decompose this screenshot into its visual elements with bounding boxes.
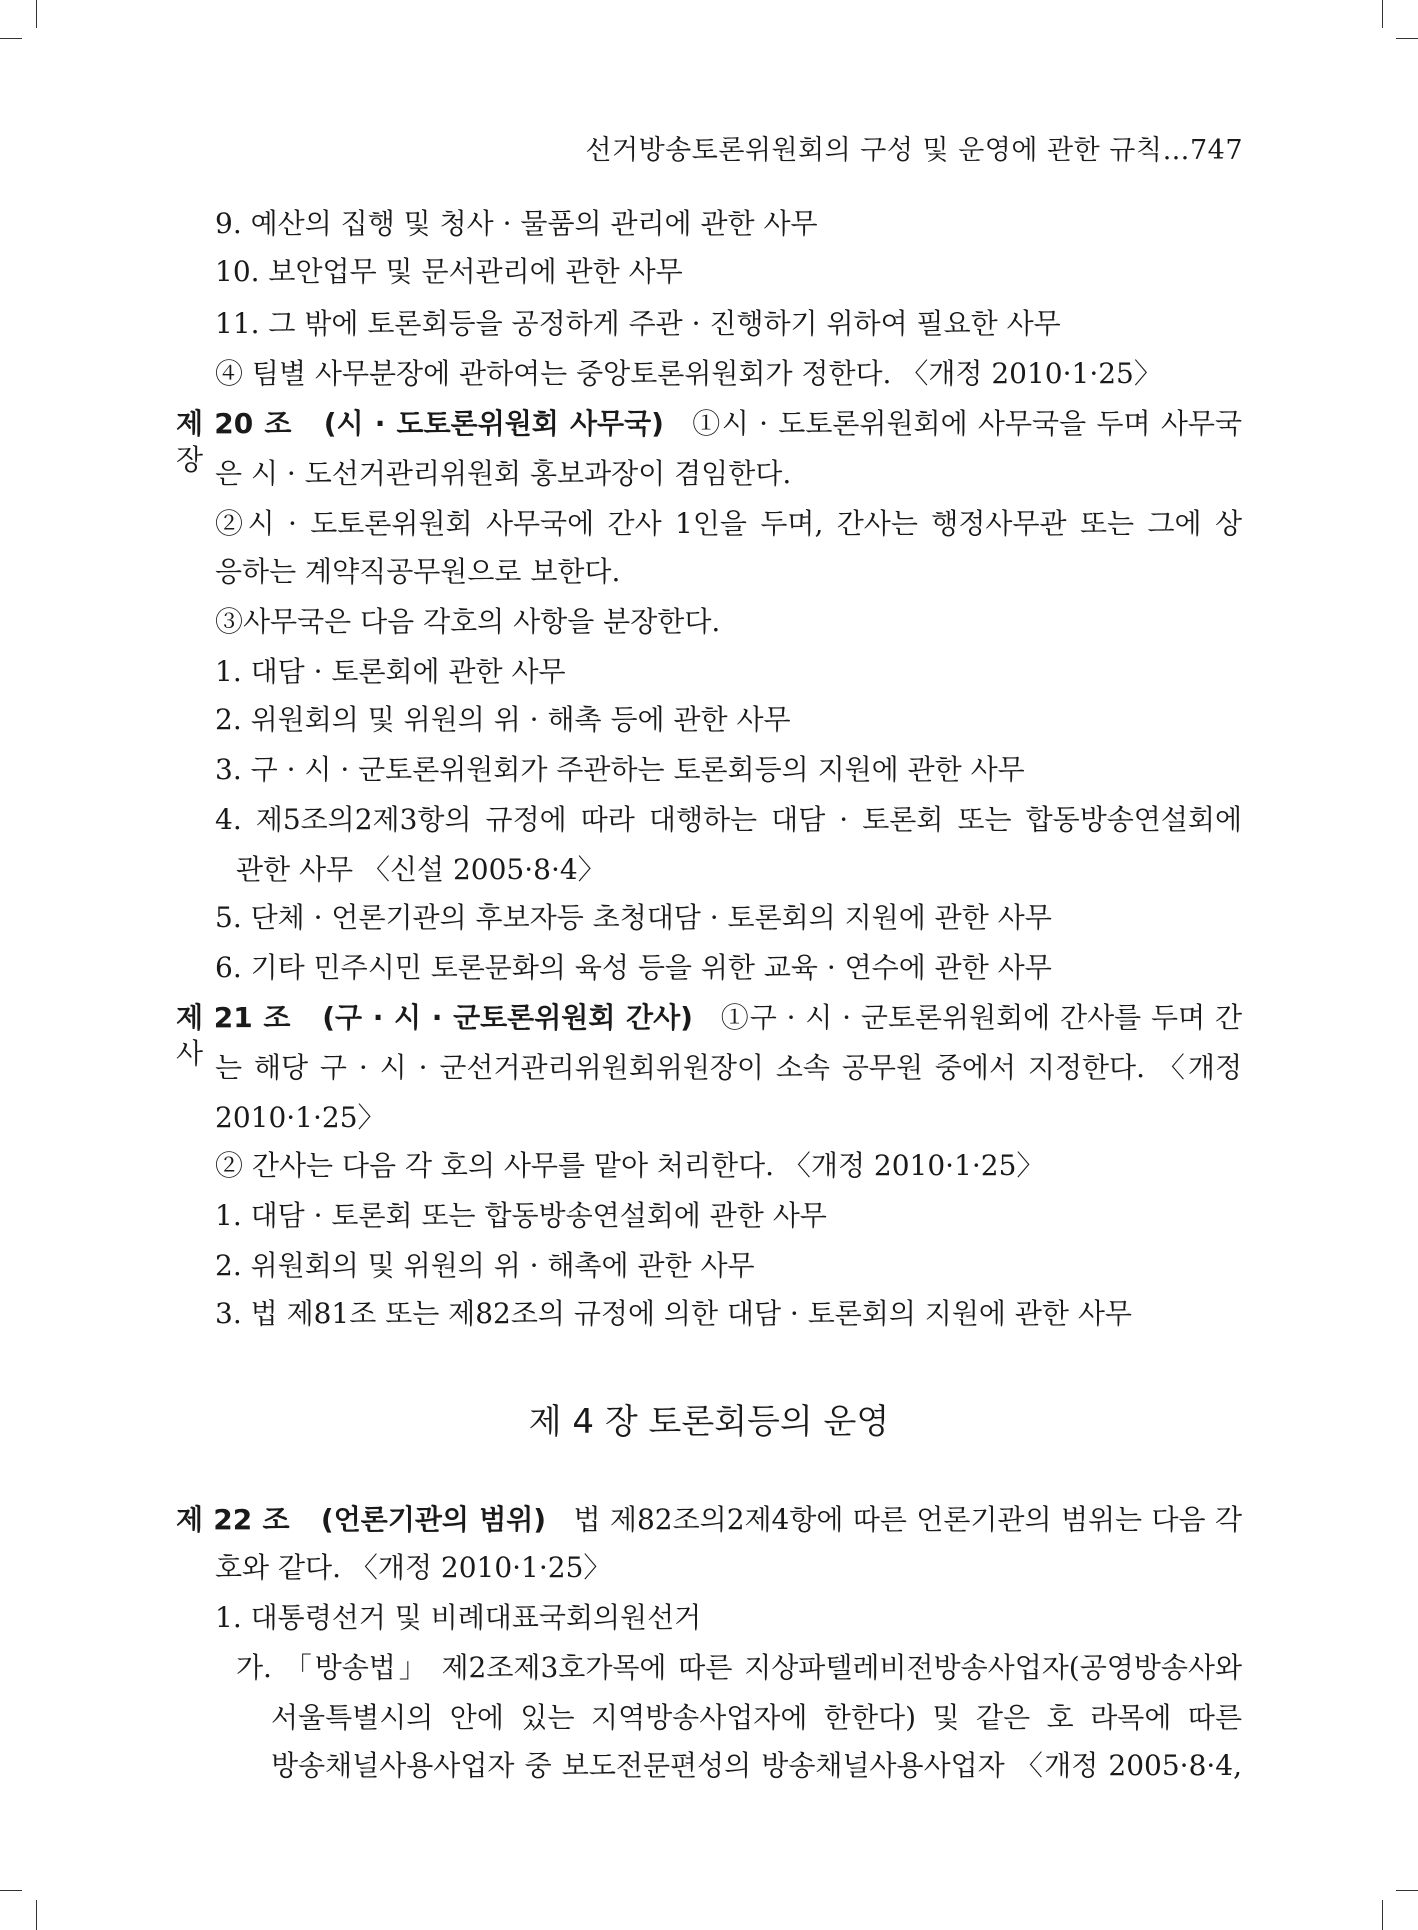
crop-mark-bottom-left-h	[0, 1890, 22, 1891]
article-number: 제 22 조	[176, 1503, 290, 1536]
article-22-line-2: 호와 같다. 〈개정 2010·1·25〉	[215, 1551, 612, 1584]
article-text: ①시 · 도토론위원회에 사무국을 두며 사무국장	[176, 407, 1243, 476]
crop-mark-top-left-h	[0, 38, 22, 39]
article-number: 제 20 조	[176, 407, 292, 440]
list-item: 4. 제5조의2제3항의 규정에 따라 대행하는 대담 · 토론회 또는 합동방송연설회에	[215, 803, 1242, 836]
list-item: 1. 대통령선거 및 비례대표국회의원선거	[215, 1601, 702, 1634]
item-9: 9. 예산의 집행 및 청사 · 물품의 관리에 관한 사무	[215, 207, 818, 240]
item-11: 11. 그 밖에 토론회등을 공정하게 주관 · 진행하기 위하여 필요한 사무	[215, 307, 1061, 340]
article-20-paragraph-3: ③사무국은 다음 각호의 사항을 분장한다.	[215, 605, 721, 638]
paragraph-4: ④ 팀별 사무분장에 관하여는 중앙토론위원회가 정한다. 〈개정 2010·1·25〉	[215, 357, 1162, 390]
list-item: 6. 기타 민주시민 토론문화의 육성 등을 위한 교육 · 연수에 관한 사무	[215, 951, 1052, 984]
article-title: (구 · 시 · 군토론위원회 간사)	[322, 1001, 693, 1034]
article-title: (시 · 도토론위원회 사무국)	[323, 407, 664, 440]
list-item: 2. 위원회의 및 위원의 위 · 해촉 등에 관한 사무	[215, 703, 791, 736]
article-22-heading	[176, 1502, 1242, 1538]
list-item-cont: 관한 사무 〈신설 2005·8·4〉	[236, 853, 606, 886]
article-text: 법 제82조의2제4항에 따른 언론기관의 범위는 다음 각	[573, 1503, 1243, 1536]
chapter-heading: 제 4 장 토론회등의 운영	[528, 1402, 890, 1442]
crop-mark-bottom-right-h	[1396, 1890, 1418, 1891]
crop-mark-top-right	[1382, 0, 1383, 28]
crop-mark-bottom-right	[1382, 1900, 1383, 1930]
list-item: 5. 단체 · 언론기관의 후보자등 초청대담 · 토론회의 지원에 관한 사무	[215, 901, 1052, 934]
item-10: 10. 보안업무 및 문서관리에 관한 사무	[215, 255, 683, 288]
crop-mark-bottom-left	[36, 1900, 37, 1930]
list-item: 1. 대담 · 토론회에 관한 사무	[215, 655, 566, 688]
article-20-line-2: 은 시 · 도선거관리위원회 홍보과장이 겸임한다.	[215, 457, 792, 490]
article-text: ①구 · 시 · 군토론위원회에 간사를 두며 간사	[176, 1001, 1242, 1070]
sub-item-ga: 가. 「방송법」 제2조제3호가목에 따른 지상파텔레비전방송사업자(공영방송사와	[236, 1651, 1242, 1684]
list-item: 2. 위원회의 및 위원의 위 · 해촉에 관한 사무	[215, 1249, 755, 1282]
sub-item-ga-cont: 서울특별시의 안에 있는 지역방송사업자에 한한다) 및 같은 호 라목에 따른	[271, 1701, 1242, 1734]
crop-mark-top-right-h	[1396, 38, 1418, 39]
article-number: 제 21 조	[176, 1001, 291, 1034]
list-item: 1. 대담 · 토론회 또는 합동방송연설회에 관한 사무	[215, 1199, 827, 1232]
article-21-paragraph-2: ② 간사는 다음 각 호의 사무를 맡아 처리한다. 〈개정 2010·1·25〉	[215, 1149, 1045, 1182]
article-21-line-2: 는 해당 구 · 시 · 군선거관리위원회위원장이 소속 공무원 중에서 지정한다. 〈개정	[215, 1051, 1242, 1084]
article-20-paragraph-2-cont: 응하는 계약직공무원으로 보한다.	[215, 555, 621, 588]
running-header: 선거방송토론위원회의 구성 및 운영에 관한 규칙…747	[585, 135, 1243, 166]
article-20-paragraph-2: ②시 · 도토론위원회 사무국에 간사 1인을 두며, 간사는 행정사무관 또는 그에 상	[215, 507, 1242, 540]
list-item: 3. 법 제81조 또는 제82조의 규정에 의한 대담 · 토론회의 지원에 관한 사무	[215, 1297, 1132, 1330]
list-item: 3. 구 · 시 · 군토론위원회가 주관하는 토론회등의 지원에 관한 사무	[215, 753, 1025, 786]
article-21-line-3: 2010·1·25〉	[215, 1101, 386, 1134]
article-title: (언론기관의 범위)	[320, 1503, 547, 1536]
crop-mark-top-left	[36, 0, 37, 28]
sub-item-ga-cont: 방송채널사용사업자 중 보도전문편성의 방송채널사용사업자 〈개정 2005·8·4,	[271, 1749, 1242, 1782]
